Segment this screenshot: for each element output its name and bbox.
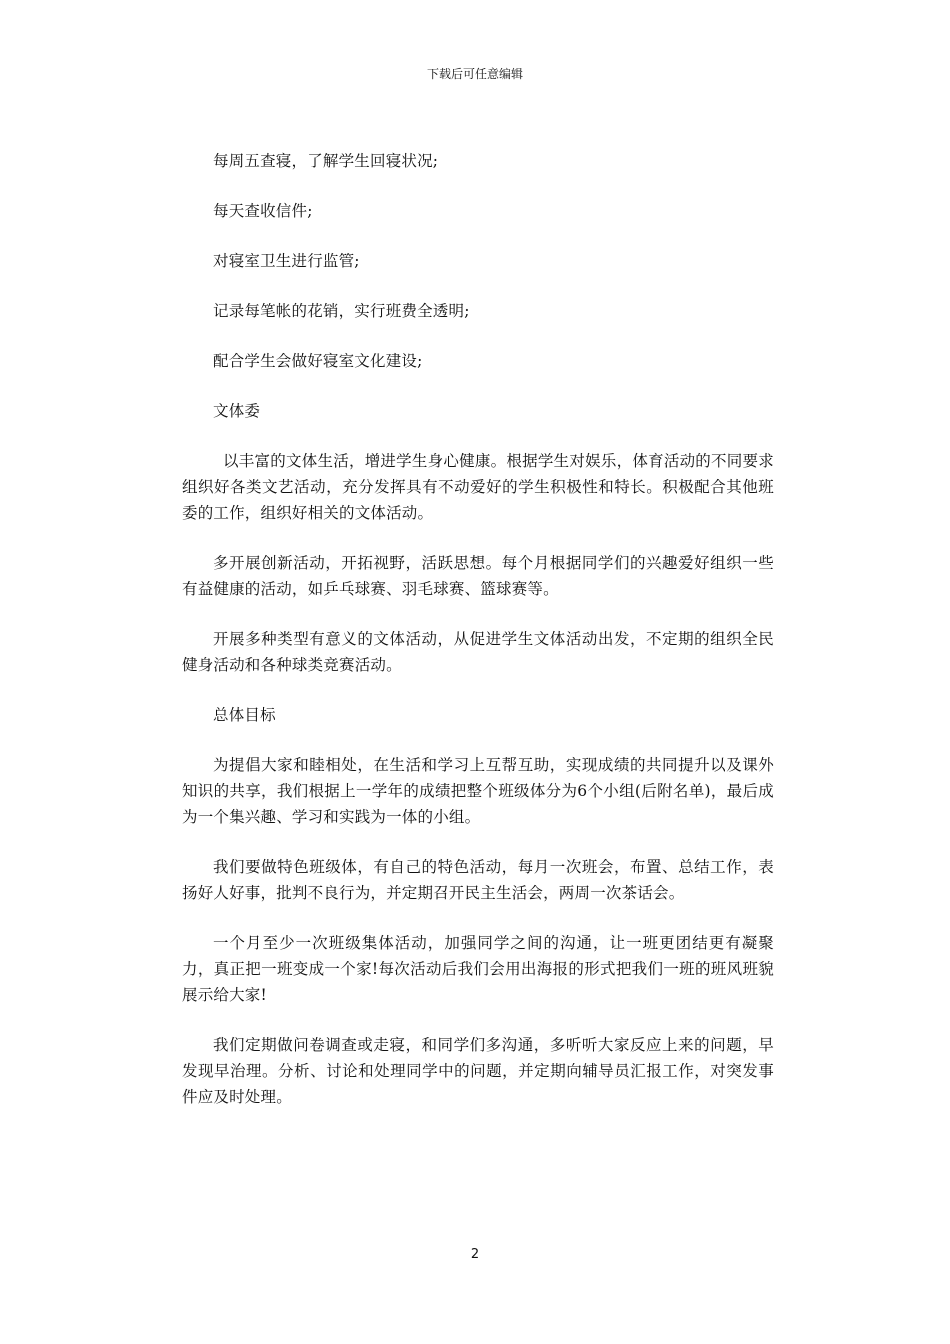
section-heading-sports-committee: 文体委 bbox=[213, 402, 261, 420]
paragraph-study-groups: 为提倡大家和睦相处，在生活和学习上互帮互助，实现成绩的共同提升以及课外知识的共享，我们根据上一学年的成绩把整个班级体分为6个小组(后附名单)，最后成为一个集兴趣、学习和实践为一体的小组。 bbox=[182, 756, 774, 826]
paragraph-sports-purpose: 以丰富的文体生活，增进学生身心健康。根据学生对娱乐，体育活动的不同要求组织好各类文艺活动，充分发挥具有不动爱好的学生积极性和特长。积极配合其他班委的工作，组织好相关的文体活动。 bbox=[182, 452, 774, 522]
header-note: 下载后可任意编辑 bbox=[426, 67, 523, 81]
paragraph-innovation-activities: 多开展创新活动，开拓视野，活跃思想。每个月根据同学们的兴趣爱好组织一些有益健康的活动，如乒乓球赛、羽毛球赛、篮球赛等。 bbox=[182, 554, 774, 598]
paragraph-surveys: 我们定期做问卷调查或走寝，和同学们多沟通，多听听大家反应上来的问题，早发现早治理。分析、讨论和处理同学中的问题，并定期向辅导员汇报工作，对突发事件应及时处理。 bbox=[182, 1036, 774, 1106]
paragraph-collect-mail: 每天查收信件; bbox=[213, 202, 313, 220]
paragraph-check-dorm: 每周五查寝，了解学生回寝状况; bbox=[213, 152, 439, 170]
paragraph-group-activities: 一个月至少一次班级集体活动，加强同学之间的沟通，让一班更团结更有凝聚力，真正把一班变成一个家!每次活动后我们会用出海报的形式把我们一班的班风班貌展示给大家! bbox=[182, 934, 774, 1004]
paragraph-class-features: 我们要做特色班级体，有自己的特色活动，每月一次班会，布置、总结工作，表扬好人好事，批判不良行为，并定期召开民主生活会，两周一次茶话会。 bbox=[182, 858, 774, 902]
paragraph-dorm-hygiene: 对寝室卫生进行监管; bbox=[213, 252, 360, 270]
paragraph-class-funds: 记录每笔帐的花销，实行班费全透明; bbox=[213, 302, 470, 320]
paragraph-dorm-culture: 配合学生会做好寝室文化建设; bbox=[213, 352, 423, 370]
document-body bbox=[182, 148, 774, 1134]
section-heading-overall-goals: 总体目标 bbox=[213, 706, 276, 724]
paragraph-sports-events: 开展多种类型有意义的文体活动，从促进学生文体活动出发，不定期的组织全民健身活动和各种球类竞赛活动。 bbox=[182, 630, 774, 674]
page-number: 2 bbox=[470, 1247, 480, 1262]
